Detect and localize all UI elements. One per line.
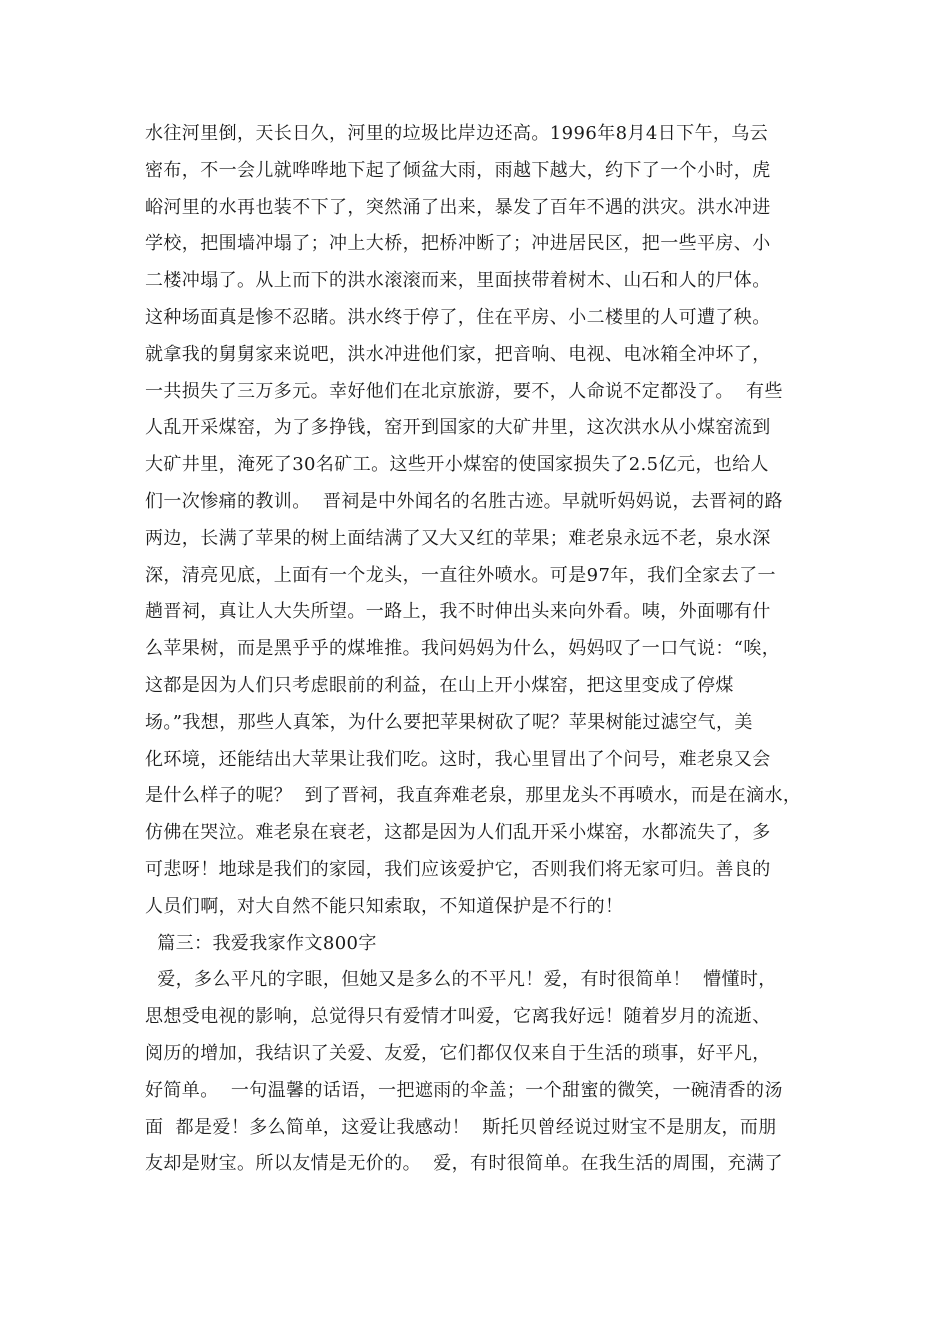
text-line: 密布，不一会儿就哗哗地下起了倾盆大雨，雨越下越大，约下了一个小时，虎 [145, 159, 771, 181]
text-line: 可悲呀！地球是我们的家园，我们应该爱护它，否则我们将无家可归。善良的 [145, 858, 771, 880]
text-line: 面 都是爱！多么简单，这爱让我感动！ 斯托贝曾经说过财宝不是朋友，而朋 [145, 1116, 777, 1138]
text-line: 这都是因为人们只考虑眼前的利益，在山上开小煤窑，把这里变成了停煤 [145, 674, 734, 696]
text-line: 这种场面真是惨不忍睹。洪水终于停了，住在平房、小二楼里的人可遭了秧。 [145, 306, 771, 328]
text-line: 就拿我的舅舅家来说吧，洪水冲进他们家，把音响、电视、电冰箱全冲坏了， [145, 343, 771, 365]
text-line: 一共损失了三万多元。幸好他们在北京旅游，要不，人命说不定都没了。 有些 [145, 380, 783, 402]
text-line: 人乱开采煤窑，为了多挣钱，窑开到国家的大矿井里，这次洪水从小煤窑流到 [145, 417, 771, 439]
text-line: 么苹果树，而是黑乎乎的煤堆推。我问妈妈为什么，妈妈叹了一口气说：“唉， [145, 638, 781, 660]
text-line: 阅历的增加，我结识了关爱、友爱，它们都仅仅来自于生活的琐事，好平凡， [145, 1042, 771, 1064]
text-line: 们一次惨痛的教训。 晋祠是中外闻名的名胜古迹。早就听妈妈说，去晋祠的路 [145, 490, 783, 512]
text-line: 爱，多么平凡的字眼，但她又是多么的不平凡！爱，有时很简单！ 懵懂时， [145, 969, 777, 991]
text-line: 水往河里倒，天长日久，河里的垃圾比岸边还高。1996年8月4日下午，乌云 [145, 123, 769, 144]
text-line: 场。”我想，那些人真笨，为什么要把苹果树砍了呢？苹果树能过滤空气，美 [145, 711, 753, 733]
text-line: 学校，把围墙冲塌了；冲上大桥，把桥冲断了；冲进居民区，把一些平房、小 [145, 233, 771, 255]
text-line: 两边，长满了苹果的树上面结满了又大又红的苹果；难老泉永远不老，泉水深 [145, 527, 771, 549]
text-line: 趟晋祠，真让人大失所望。一路上，我不时伸出头来向外看。咦，外面哪有什 [145, 601, 771, 623]
text-line: 仿佛在哭泣。难老泉在衰老，这都是因为人们乱开采小煤窑，水都流失了，多 [145, 822, 771, 844]
section-heading: 篇三：我爱我家作文800字 [145, 932, 377, 954]
text-line: 二楼冲塌了。从上而下的洪水滚滚而来，里面挟带着树木、山石和人的尸体。 [145, 270, 771, 292]
text-line: 人员们啊，对大自然不能只知索取，不知道保护是不行的！ [145, 895, 624, 917]
text-line: 峪河里的水再也装不下了，突然涌了出来，暴发了百年不遇的洪灾。洪水冲进 [145, 196, 771, 218]
text-line: 好简单。 一句温馨的话语，一把遮雨的伞盖；一个甜蜜的微笑，一碗清香的汤 [145, 1079, 783, 1101]
text-line: 深，清亮见底，上面有一个龙头，一直往外喷水。可是97年，我们全家去了一 [145, 564, 776, 586]
text-line: 大矿井里，淹死了30名矿工。这些开小煤窑的使国家损失了2.5亿元，也给人 [145, 454, 769, 476]
text-line: 是什么样子的呢？ 到了晋祠，我直奔难老泉，那里龙头不再喷水，而是在滴水， [145, 785, 802, 807]
text-line: 思想受电视的影响，总觉得只有爱情才叫爱，它离我好远！随着岁月的流逝、 [145, 1006, 771, 1028]
body-text [145, 116, 825, 1183]
text-line: 友却是财宝。所以友情是无价的。 爱，有时很简单。在我生活的周围，充满了 [145, 1153, 783, 1175]
text-line: 化环境，还能结出大苹果让我们吃。这时，我心里冒出了个问号，难老泉又会 [145, 748, 771, 770]
